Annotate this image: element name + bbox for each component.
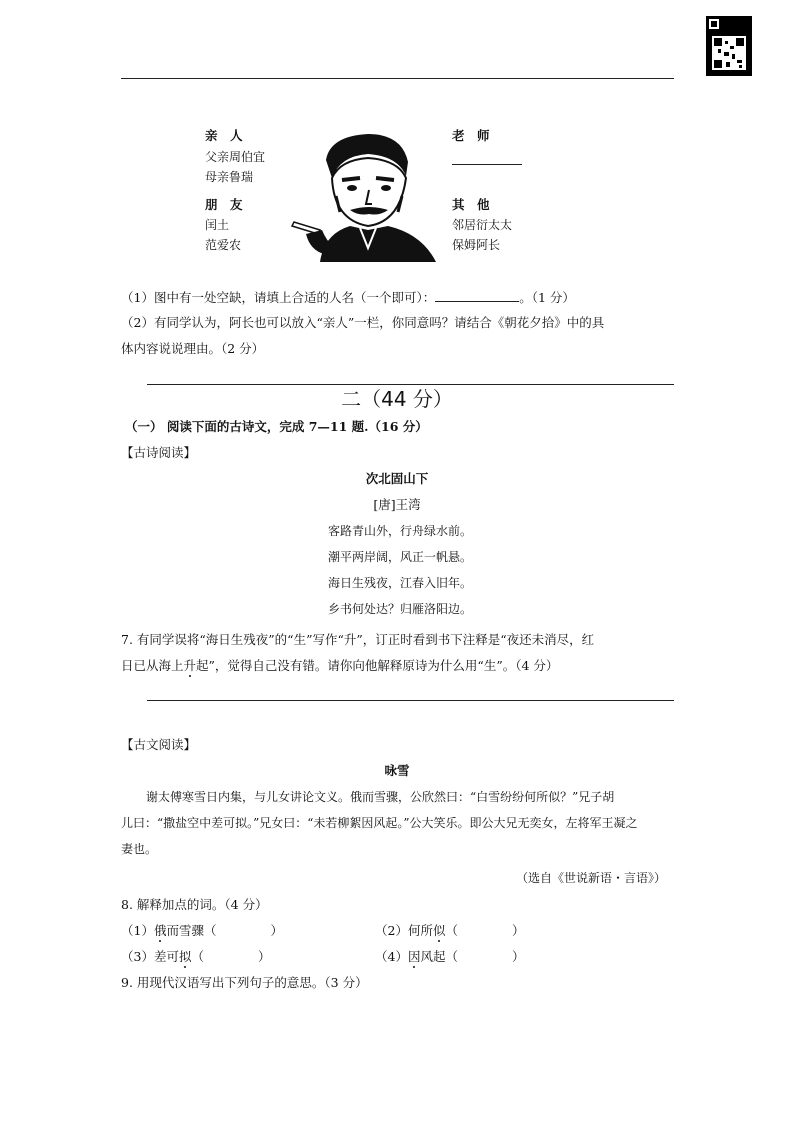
q6-sub2-line1: （2）有同学认为，阿长也可以放入“亲人”一栏，你同意吗？请结合《朝花夕拾》中的具 (121, 315, 605, 330)
q8-item-4-dotted: 因 (407, 949, 421, 964)
qr-code (706, 16, 752, 76)
q7-line2 (121, 657, 558, 675)
q8-item-3 (121, 948, 271, 966)
friends-line2: 范爱农 (205, 238, 242, 252)
top-rule (121, 78, 674, 79)
q7-answer-line[interactable] (147, 700, 674, 701)
teacher-blank[interactable] (452, 164, 522, 165)
poem-tag: 【古诗阅读】 (121, 445, 197, 460)
q8-item-3-dotted: 拟 (178, 949, 192, 964)
q8-item-1-close: ） (270, 923, 283, 938)
q9-title: 9. 用现代汉语写出下列句子的意思。（3 分） (121, 975, 368, 990)
others-title: 其 他 (452, 197, 490, 212)
q8-item-4 (375, 948, 525, 966)
q8-item-1-dotted: 俄 (153, 923, 167, 938)
q8-item-3-num: （3） (121, 949, 154, 964)
prose-line1: 谢太傅寒雪日内集，与儿女讲论文义。俄而雪骤，公欣然曰：“白雪纷纷何所似？”兄子胡 (146, 790, 615, 804)
q6-answer-line[interactable] (147, 384, 674, 385)
q7-line2-b: 起”，觉得自己没有错。请你向他解释原诗为什么用“生”。（4 分） (196, 658, 559, 673)
q8-item-4-close: ） (511, 949, 525, 964)
q7-line2-a: 日已从海上 (121, 658, 184, 673)
relatives-line2: 母亲鲁瑞 (205, 170, 254, 184)
others-line2: 保姆阿长 (452, 238, 501, 252)
teacher-title: 老 师 (452, 128, 490, 143)
friends-title: 朋 友 (205, 197, 243, 212)
others-line1: 邻居衍太太 (452, 218, 513, 232)
prose-source: （选自《世说新语・言语》） (515, 871, 666, 885)
q8-item-3-close: ） (258, 949, 271, 964)
qr-code-icon (706, 16, 752, 76)
portrait-icon (290, 130, 440, 262)
q8-item-2-num: （2） (375, 923, 408, 938)
q8-item-2-close: ） (512, 923, 525, 938)
poem-title: 次北固山下 (365, 471, 429, 486)
q6-answer-blank[interactable] (435, 289, 519, 302)
q8-item-1 (121, 922, 283, 940)
poem-author: [唐]王湾 (373, 497, 421, 512)
prose-line2: 儿曰：“撒盐空中差可拟。”兄女曰：“未若柳絮因风起。”公大笑乐。即公大兄无奕女，左将军王凝之 (121, 816, 638, 830)
q8-item-3-pre: 差可 (153, 949, 179, 964)
relatives-title: 亲 人 (205, 128, 243, 143)
prose-line3: 妻也。 (121, 842, 158, 856)
q7-line1: 7. 有同学误将“海日生残夜”的“生”写作“升”，订正时看到书下注释是“夜还未消尽，红 (121, 632, 595, 647)
q8-item-2-dotted: 似 (432, 923, 446, 938)
q8-item-4-rest: 风起（ (420, 949, 458, 964)
q8-title: 8. 解释加点的词。（4 分） (121, 897, 268, 912)
poem-line-1: 客路青山外，行舟绿水前。 (328, 524, 473, 538)
relatives-line1: 父亲周伯宜 (205, 150, 266, 164)
q8-item-2-pre: 何所 (407, 923, 433, 938)
prose-title: 咏雪 (384, 763, 410, 778)
part1-heading: （一） 阅读下面的古诗文，完成 7—11 题.（16 分） (125, 419, 428, 434)
q8-item-3-rest: （ (191, 949, 204, 964)
q6-sub1-score: 。（1 分） (519, 290, 575, 305)
poem-line-3: 海日生残夜，江春入旧年。 (328, 576, 473, 590)
q6-sub2-line2: 体内容说说理由。（2 分） (121, 341, 265, 356)
q7-dotted-char: 升 (183, 658, 197, 673)
q8-item-4-num: （4） (375, 949, 408, 964)
prose-tag: 【古文阅读】 (121, 737, 197, 752)
friends-line1: 闰土 (205, 218, 230, 232)
section-title: 二（44 分） (341, 387, 453, 411)
poem-line-2: 潮平两岸阔，风正一帆悬。 (328, 550, 473, 564)
q8-item-2 (375, 922, 525, 940)
q8-item-1-num: （1） (121, 923, 154, 938)
poem-line-4: 乡书何处达？归雁洛阳边。 (328, 602, 473, 616)
q6-sub1-text: （1）图中有一处空缺，请填上合适的人名（一个即可）： (121, 290, 436, 305)
q8-item-1-rest: 而雪骤（ (166, 923, 217, 938)
q8-item-2-rest: （ (445, 923, 458, 938)
q6-sub1 (121, 289, 575, 307)
portrait-image (290, 130, 440, 262)
